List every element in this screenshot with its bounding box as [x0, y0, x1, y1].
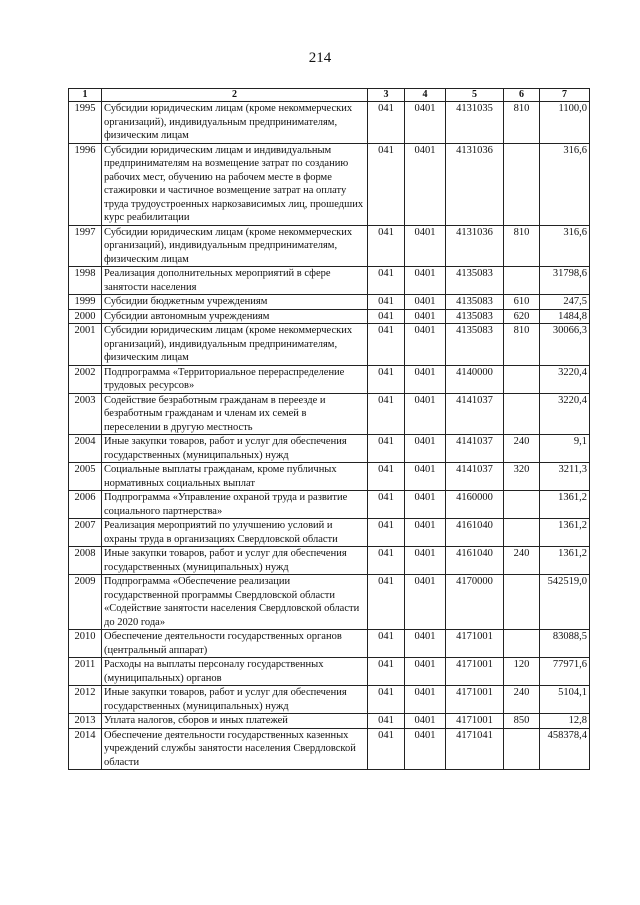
row-code-6: 810 — [504, 102, 540, 144]
table-row — [69, 575, 590, 630]
header-col-5: 5 — [446, 89, 504, 102]
row-number: 2012 — [69, 686, 102, 714]
row-number: 1998 — [69, 267, 102, 295]
row-name: Подпрограмма «Обеспечение реализации государственной программы Свердловской области «Содействие занятости населения Свердловской области до 2020 года» — [102, 575, 368, 630]
row-name: Субсидии юридическим лицам (кроме некоммерческих организаций), индивидуальным предпринимателям, физическим лицам — [102, 225, 368, 267]
row-code-3: 041 — [368, 547, 405, 575]
row-code-3: 041 — [368, 519, 405, 547]
row-name: Субсидии юридическим лицам (кроме некоммерческих организаций), индивидуальным предпринимателям, физическим лицам — [102, 102, 368, 144]
table-row — [69, 463, 590, 491]
row-name: Реализация дополнительных мероприятий в сфере занятости населения — [102, 267, 368, 295]
row-name: Иные закупки товаров, работ и услуг для обеспечения государственных (муниципальных) нужд — [102, 435, 368, 463]
row-number: 2009 — [69, 575, 102, 630]
row-amount: 1361,2 — [540, 547, 590, 575]
table-header-row — [69, 89, 590, 102]
row-code-4: 0401 — [405, 575, 446, 630]
row-code-5: 4131035 — [446, 102, 504, 144]
row-name: Социальные выплаты гражданам, кроме публичных нормативных социальных выплат — [102, 463, 368, 491]
row-code-4: 0401 — [405, 728, 446, 770]
table-row — [69, 393, 590, 435]
header-col-3: 3 — [368, 89, 405, 102]
row-code-5: 4135083 — [446, 309, 504, 324]
row-code-3: 041 — [368, 686, 405, 714]
row-code-6 — [504, 519, 540, 547]
row-amount: 3220,4 — [540, 365, 590, 393]
row-number: 2011 — [69, 658, 102, 686]
row-code-5: 4171001 — [446, 686, 504, 714]
table-row — [69, 519, 590, 547]
page-number: 214 — [308, 50, 332, 66]
row-amount: 542519,0 — [540, 575, 590, 630]
row-code-5: 4161040 — [446, 519, 504, 547]
row-code-4: 0401 — [405, 365, 446, 393]
row-name: Уплата налогов, сборов и иных платежей — [102, 714, 368, 729]
row-name: Расходы на выплаты персоналу государственных (муниципальных) органов — [102, 658, 368, 686]
row-code-4: 0401 — [405, 393, 446, 435]
row-number: 2007 — [69, 519, 102, 547]
row-code-6: 620 — [504, 309, 540, 324]
row-code-3: 041 — [368, 393, 405, 435]
row-number: 2001 — [69, 324, 102, 366]
row-name: Иные закупки товаров, работ и услуг для обеспечения государственных (муниципальных) нужд — [102, 547, 368, 575]
row-code-3: 041 — [368, 102, 405, 144]
row-number: 2000 — [69, 309, 102, 324]
header-col-2: 2 — [102, 89, 368, 102]
row-name: Реализация мероприятий по улучшению условий и охраны труда в организациях Свердловской области — [102, 519, 368, 547]
row-number: 1995 — [69, 102, 102, 144]
row-amount: 247,5 — [540, 295, 590, 310]
row-name: Обеспечение деятельности государственных казенных учреждений службы занятости населения Свердловской области — [102, 728, 368, 770]
row-code-3: 041 — [368, 575, 405, 630]
row-code-5: 4171001 — [446, 630, 504, 658]
row-code-3: 041 — [368, 309, 405, 324]
row-code-6: 320 — [504, 463, 540, 491]
row-code-5: 4131036 — [446, 225, 504, 267]
row-amount: 31798,6 — [540, 267, 590, 295]
row-number: 1999 — [69, 295, 102, 310]
row-code-3: 041 — [368, 365, 405, 393]
row-amount: 5104,1 — [540, 686, 590, 714]
row-amount: 12,8 — [540, 714, 590, 729]
row-name: Субсидии юридическим лицам (кроме некоммерческих организаций), индивидуальным предпринимателям, физическим лицам — [102, 324, 368, 366]
row-code-6 — [504, 267, 540, 295]
header-col-4: 4 — [405, 89, 446, 102]
row-code-6 — [504, 575, 540, 630]
row-code-3: 041 — [368, 463, 405, 491]
row-code-5: 4160000 — [446, 491, 504, 519]
row-name: Субсидии бюджетным учреждениям — [102, 295, 368, 310]
row-number: 2004 — [69, 435, 102, 463]
row-amount: 316,6 — [540, 225, 590, 267]
row-code-4: 0401 — [405, 225, 446, 267]
table-row — [69, 630, 590, 658]
table-row — [69, 714, 590, 729]
row-code-5: 4135083 — [446, 267, 504, 295]
table-row — [69, 686, 590, 714]
row-number: 2010 — [69, 630, 102, 658]
header-col-1: 1 — [69, 89, 102, 102]
row-number: 1997 — [69, 225, 102, 267]
row-code-4: 0401 — [405, 324, 446, 366]
row-code-5: 4141037 — [446, 435, 504, 463]
row-code-3: 041 — [368, 143, 405, 225]
row-code-3: 041 — [368, 714, 405, 729]
row-code-5: 4170000 — [446, 575, 504, 630]
row-code-6 — [504, 728, 540, 770]
row-code-5: 4171001 — [446, 658, 504, 686]
row-code-5: 4161040 — [446, 547, 504, 575]
row-number: 2006 — [69, 491, 102, 519]
row-code-4: 0401 — [405, 309, 446, 324]
row-amount: 1484,8 — [540, 309, 590, 324]
table-row — [69, 365, 590, 393]
row-code-3: 041 — [368, 728, 405, 770]
table-row — [69, 658, 590, 686]
row-code-6: 240 — [504, 686, 540, 714]
budget-table — [68, 88, 590, 770]
table-row — [69, 309, 590, 324]
header-col-7: 7 — [540, 89, 590, 102]
header-col-6: 6 — [504, 89, 540, 102]
row-code-3: 041 — [368, 295, 405, 310]
row-code-6: 810 — [504, 225, 540, 267]
row-code-3: 041 — [368, 267, 405, 295]
table-row — [69, 295, 590, 310]
row-number: 2013 — [69, 714, 102, 729]
row-code-6 — [504, 491, 540, 519]
row-amount: 3211,3 — [540, 463, 590, 491]
row-code-3: 041 — [368, 435, 405, 463]
row-code-6 — [504, 393, 540, 435]
row-amount: 458378,4 — [540, 728, 590, 770]
table-row — [69, 102, 590, 144]
row-code-4: 0401 — [405, 686, 446, 714]
row-number: 2003 — [69, 393, 102, 435]
row-amount: 77971,6 — [540, 658, 590, 686]
row-code-6: 610 — [504, 295, 540, 310]
table-row — [69, 267, 590, 295]
row-name: Иные закупки товаров, работ и услуг для обеспечения государственных (муниципальных) нужд — [102, 686, 368, 714]
row-code-3: 041 — [368, 630, 405, 658]
table-row — [69, 143, 590, 225]
row-code-3: 041 — [368, 491, 405, 519]
row-code-5: 4131036 — [446, 143, 504, 225]
row-code-5: 4135083 — [446, 324, 504, 366]
row-name: Подпрограмма «Управление охраной труда и развитие социального партнерства» — [102, 491, 368, 519]
row-code-5: 4135083 — [446, 295, 504, 310]
row-code-6: 850 — [504, 714, 540, 729]
row-code-5: 4171001 — [446, 714, 504, 729]
row-code-4: 0401 — [405, 143, 446, 225]
row-number: 2014 — [69, 728, 102, 770]
row-code-3: 041 — [368, 225, 405, 267]
table-row — [69, 491, 590, 519]
row-code-4: 0401 — [405, 491, 446, 519]
row-code-4: 0401 — [405, 463, 446, 491]
table-row — [69, 547, 590, 575]
row-code-3: 041 — [368, 658, 405, 686]
row-code-6: 810 — [504, 324, 540, 366]
row-code-4: 0401 — [405, 295, 446, 310]
row-code-4: 0401 — [405, 519, 446, 547]
row-code-6 — [504, 143, 540, 225]
row-name: Подпрограмма «Территориальное перераспределение трудовых ресурсов» — [102, 365, 368, 393]
row-code-4: 0401 — [405, 714, 446, 729]
row-amount: 3220,4 — [540, 393, 590, 435]
row-code-6: 240 — [504, 435, 540, 463]
row-code-4: 0401 — [405, 435, 446, 463]
row-code-6: 240 — [504, 547, 540, 575]
row-amount: 1361,2 — [540, 491, 590, 519]
row-amount: 1100,0 — [540, 102, 590, 144]
row-amount: 9,1 — [540, 435, 590, 463]
row-code-5: 4140000 — [446, 365, 504, 393]
row-code-4: 0401 — [405, 630, 446, 658]
row-number: 2008 — [69, 547, 102, 575]
table-row — [69, 435, 590, 463]
row-code-5: 4171041 — [446, 728, 504, 770]
table-body — [69, 102, 590, 770]
table-row — [69, 225, 590, 267]
row-name: Содействие безработным гражданам в переезде и безработным гражданам и членам их семей в переселении в другую местность — [102, 393, 368, 435]
row-code-5: 4141037 — [446, 393, 504, 435]
row-number: 2005 — [69, 463, 102, 491]
row-name: Обеспечение деятельности государственных органов (центральный аппарат) — [102, 630, 368, 658]
row-number: 1996 — [69, 143, 102, 225]
table-row — [69, 728, 590, 770]
table-row — [69, 324, 590, 366]
row-code-4: 0401 — [405, 102, 446, 144]
row-code-3: 041 — [368, 324, 405, 366]
row-code-6 — [504, 365, 540, 393]
row-name: Субсидии юридическим лицам и индивидуальным предпринимателям на возмещение затрат по созданию рабочих мест, обучению на рабочем месте в форме стажировки и частичное возмещение затрат на оплату труда трудоустроенных наркозависимых лиц, прошедших курс реабилитации — [102, 143, 368, 225]
row-code-4: 0401 — [405, 267, 446, 295]
row-code-6 — [504, 630, 540, 658]
row-code-4: 0401 — [405, 658, 446, 686]
row-amount: 1361,2 — [540, 519, 590, 547]
row-code-6: 120 — [504, 658, 540, 686]
row-name: Субсидии автономным учреждениям — [102, 309, 368, 324]
row-amount: 316,6 — [540, 143, 590, 225]
row-amount: 30066,3 — [540, 324, 590, 366]
row-number: 2002 — [69, 365, 102, 393]
row-code-5: 4141037 — [446, 463, 504, 491]
row-code-4: 0401 — [405, 547, 446, 575]
row-amount: 83088,5 — [540, 630, 590, 658]
